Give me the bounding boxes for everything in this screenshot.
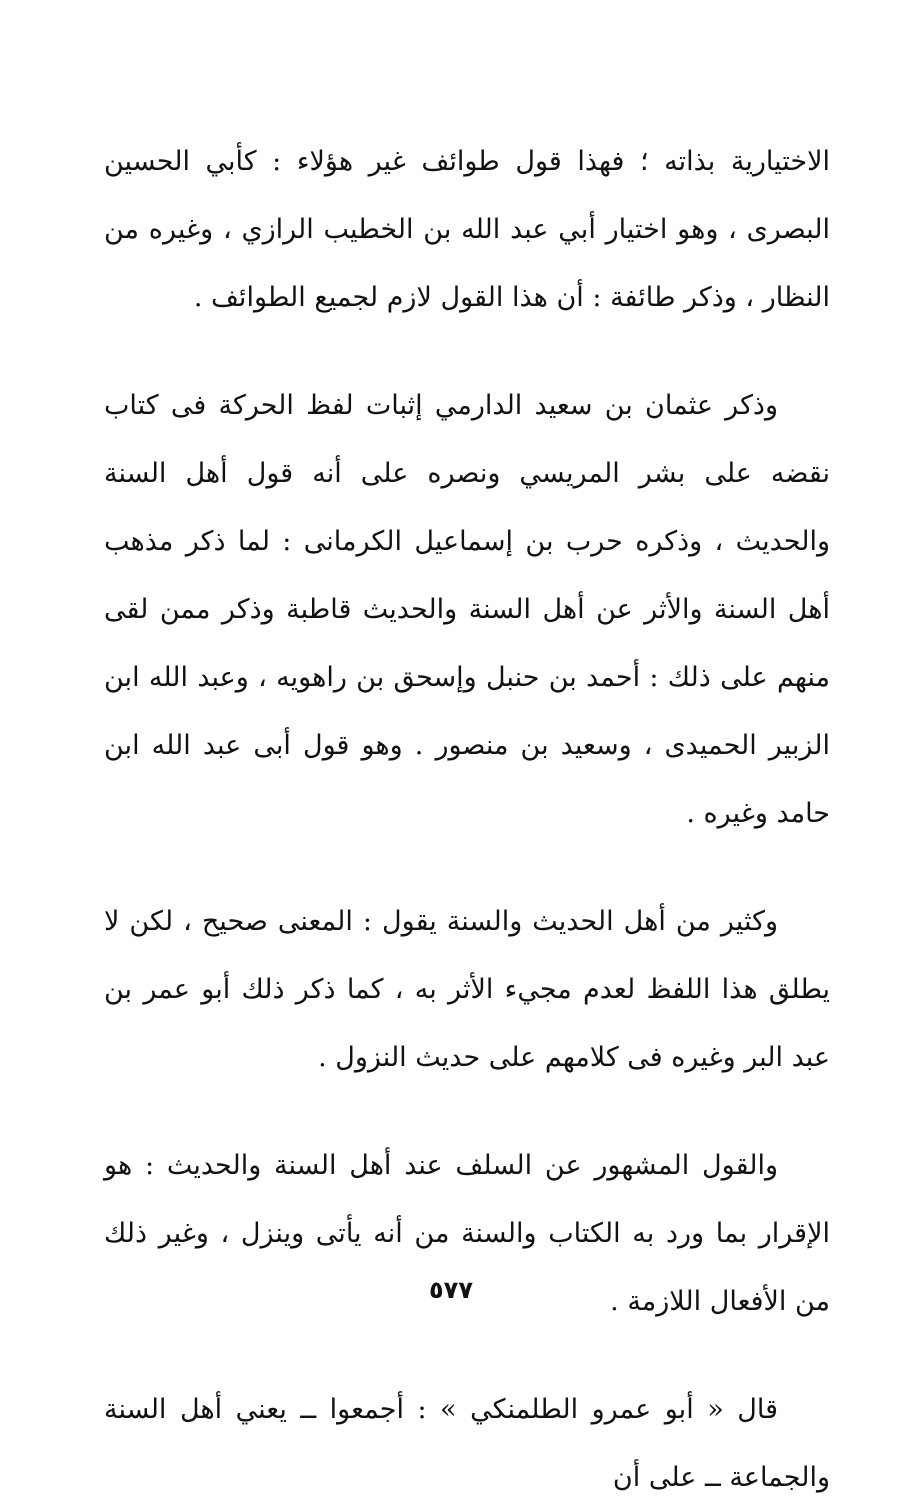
paragraph-5: قال « أبو عمرو الطلمنكي » : أجمعوا ــ يعني أهل السنة والجماعة ــ على أن xyxy=(104,1394,830,1493)
paragraph-4: والقول المشهور عن السلف عند أهل السنة والحديث : هو الإقرار بما ورد به الكتاب والسنة من أنه يأتى وينزل ، وغير ذلك من الأفعال اللازمة . xyxy=(104,1150,830,1317)
paragraph-1: الاختيارية بذاته ؛ فهذا قول طوائف غير هؤلاء : كأبي الحسين البصرى ، وهو اختيار أبي عبد الله بن الخطيب الرازي ، وغيره من النظار ، وذكر طائفة : أن هذا القول لازم لجميع الطوائف . xyxy=(104,146,830,313)
page-body-text xyxy=(104,128,830,1512)
page-number: ٥٧٧ xyxy=(429,1276,473,1304)
paragraph-2: وذكر عثمان بن سعيد الدارمي إثبات لفظ الحركة فى كتاب نقضه على بشر المريسي ونصره على أنه قول أهل السنة والحديث ، وذكره حرب بن إسماعيل الكرمانى : لما ذكر مذهب أهل السنة والأثر عن أهل السنة والحديث قاطبة وذكر ممن لقى منهم على ذلك : أحمد بن حنبل وإسحق بن راهويه ، وعبد الله ابن الزبير الحميدى ، وسعيد بن منصور . وهو قول أبى عبد الله ابن حامد وغيره . xyxy=(104,390,830,829)
paragraph-3: وكثير من أهل الحديث والسنة يقول : المعنى صحيح ، لكن لا يطلق هذا اللفظ لعدم مجيء الأثر به ، كما ذكر ذلك أبو عمر بن عبد البر وغيره فى كلامهم على حديث النزول . xyxy=(104,906,830,1073)
